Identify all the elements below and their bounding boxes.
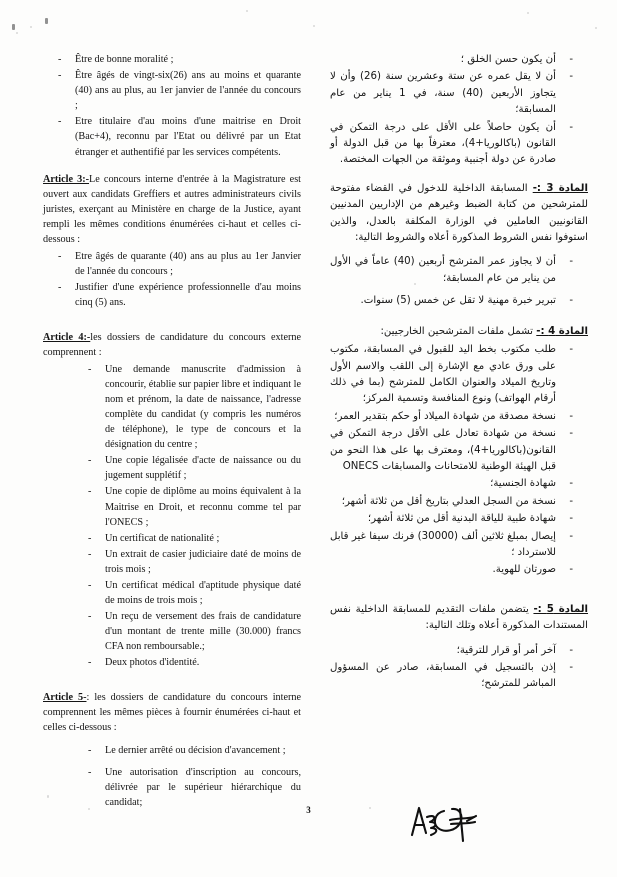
page-number: 3 bbox=[306, 805, 311, 815]
french-article-5-list bbox=[85, 743, 301, 810]
list-item: - Une demande manuscrite d'admission à concourir, établie sur papier libre et indiquant le nom et prénom, la date de naissance, l'adresse complète du candidat (y compris les numéros de téléphone), le type de concours et la désignation du centre ; bbox=[85, 362, 301, 453]
list-item: - أن يكون حاصلاً على الأقل على درجة التمكن في القانون (باكالوريا+4)، معترفاً بها من قبل الدولة أو صادرة عن دولة أجنبية وموثقة من الجهات المختصة. bbox=[330, 120, 576, 169]
french-article-3-list bbox=[55, 249, 301, 310]
list-item: - Une copie de diplôme au moins équivalent à la Maitrise en Droit, et reconnu comme tel par l'ONECS ; bbox=[85, 484, 301, 529]
article-5-paragraph bbox=[330, 602, 588, 635]
list-item: - Deux photos d'identité. bbox=[85, 655, 301, 670]
article-4-heading: المادة 4 :- bbox=[536, 325, 588, 337]
french-article-3 bbox=[43, 172, 301, 311]
list-item: - Un extrait de casier judiciaire daté de moins de trois mois ; bbox=[85, 547, 301, 577]
list-item: - Une copie légalisée d'acte de naissance ou du jugement supplétif ; bbox=[85, 453, 301, 483]
list-item: - طلب مكتوب بخط اليد للقبول في المسابقة، مكتوب على ورق عادي مع الإشارة إلى اللقب والاسم الأول وتاريخ الميلاد والعنوان الكامل للمترشح (بما في ذلك أرقام الهواتف) ونوع المنافسة وتسمية المركز؛ bbox=[330, 342, 576, 408]
list-item: - إذن بالتسجيل في المسابقة، صادر عن المسؤول المباشر للمترشح؛ bbox=[330, 660, 576, 693]
list-item: - أن لا يقل عمره عن ستة وعشرين سنة (26) وأن لا يتجاوز الأربعين (40) سنة، في 1 يناير من عام المسابقة؛ bbox=[330, 69, 576, 118]
arabic-article-3 bbox=[330, 181, 588, 310]
spacer bbox=[43, 319, 301, 330]
arabic-column bbox=[330, 52, 588, 701]
list-item: - نسخة من السجل العدلي بتاريخ أقل من ثلاثة أشهر؛ bbox=[330, 494, 576, 510]
list-item: - شهادة الجنسية؛ bbox=[330, 476, 576, 492]
article-3-body: Le concours interne d'entrée à la Magistrature est ouvert aux candidats Greffiers et autres administrateurs civils juristes, exerçant au Ministère en charge de la Justice, ayant rempli les mêmes conditions énumérées ci-haut et celles ci-dessous : bbox=[43, 173, 301, 246]
list-item: - Un certificat de nationalité ; bbox=[85, 531, 301, 546]
article-4-body: les dossiers de candidature du concours externe comprennent : bbox=[43, 331, 301, 358]
arabic-article-3-list bbox=[330, 254, 576, 309]
article-5-body: يتضمن ملفات التقديم للمسابقة الداخلية نفس المستندات المذكورة أعلاه وتلك التالية: bbox=[330, 603, 588, 632]
spacer bbox=[330, 587, 588, 602]
article-4-paragraph bbox=[330, 324, 588, 340]
article-5-paragraph bbox=[43, 690, 301, 735]
handwritten-signature bbox=[404, 795, 524, 855]
list-item: - Le dernier arrêté ou décision d'avancement ; bbox=[85, 743, 301, 758]
arabic-article-4 bbox=[330, 324, 588, 579]
french-intro-list bbox=[55, 52, 301, 160]
list-item: - إيصال بمبلغ ثلاثين ألف (30000) فرنك سيفا غير قابل للاسترداد ؛ bbox=[330, 529, 576, 562]
list-item: - Une autorisation d'inscription au concours, délivrée par le supérieur hiérarchique du candidat; bbox=[85, 765, 301, 810]
arabic-article-5 bbox=[330, 602, 588, 693]
article-3-heading: Article 3:- bbox=[43, 173, 90, 185]
list-item: - شهادة طبية للياقة البدنية أقل من ثلاثة أشهر؛ bbox=[330, 511, 576, 527]
list-item: - تبرير خبرة مهنية لا تقل عن خمس (5) سنوات. bbox=[330, 293, 576, 309]
list-item: - Etre âgés de quarante (40) ans au plus au 1er Janvier de l'année du concours ; bbox=[55, 249, 301, 279]
article-5-body: : les dossiers de candidature du concours interne comprennent les mêmes pièces à fournir énumérées ci-haut et celles ci-dessous : bbox=[43, 691, 301, 733]
spacer bbox=[330, 170, 588, 181]
arabic-intro-list bbox=[330, 52, 576, 169]
article-4-paragraph bbox=[43, 330, 301, 360]
list-item: - Être de bonne moralité ; bbox=[55, 52, 301, 67]
french-article-4-list bbox=[85, 362, 301, 671]
article-5-heading: Article 5- bbox=[43, 691, 87, 703]
french-article-5 bbox=[43, 690, 301, 811]
article-4-heading: Article 4:- bbox=[43, 331, 91, 343]
arabic-article-4-list bbox=[330, 342, 576, 579]
french-article-4 bbox=[43, 330, 301, 671]
list-item: - نسخة من شهادة تعادل على الأقل درجة التمكن في القانون(باكالوريا+4)، ومعترف بها على هذا النحو من قبل الهيئة الوطنية للامتحانات والمسابقات ONECS bbox=[330, 426, 576, 475]
article-5-heading: المادة 5 :- bbox=[533, 603, 589, 615]
list-item: - Justifier d'une expérience professionnelle d'au moins cinq (5) ans. bbox=[55, 280, 301, 310]
article-3-paragraph bbox=[330, 181, 588, 247]
list-item: - أن لا يجاوز عمر المترشح أربعين (40) عاماً في الأول من يناير من عام المسابقة؛ bbox=[330, 254, 576, 287]
list-item: - Etre titulaire d'au moins d'une maitrise en Droit (Bac+4), reconnu par l'Etat ou délivré par un Etat étranger et authentifié par les services compétents. bbox=[55, 114, 301, 159]
list-item: - Être âgés de vingt-six(26) ans au moins et quarante (40) ans au plus, au 1er janvier de l'année du concours ; bbox=[55, 68, 301, 113]
list-item: - Un reçu de versement des frais de candidature d'un montant de trente mille (30.000) francs CFA non remboursable.; bbox=[85, 609, 301, 654]
list-item: - أن يكون حسن الخلق ؛ bbox=[330, 52, 576, 68]
spacer bbox=[43, 161, 301, 172]
article-3-heading: المادة 3 :- bbox=[532, 182, 588, 194]
list-item: - آخر أمر أو قرار للترقية؛ bbox=[330, 643, 576, 659]
arabic-article-5-list bbox=[330, 643, 576, 693]
spacer bbox=[43, 679, 301, 690]
article-3-body: المسابقة الداخلية للدخول في القضاء مفتوحة للمترشحين من كتابة الضبط وغيرهم من الإداريين المدنيين القانونيين العاملين في الوزارة المكلفة بالعدل، والذين استوفوا نفس الشروط المذكورة أعلاه والشروط التالية: bbox=[330, 182, 588, 244]
list-item: - صورتان للهوية. bbox=[330, 562, 576, 578]
list-item: - Un certificat médical d'aptitude physique daté de moins de trois mois ; bbox=[85, 578, 301, 608]
article-4-body: تشمل ملفات المترشحين الخارجيين: bbox=[380, 325, 534, 337]
french-column bbox=[43, 52, 301, 818]
list-item: - نسخة مصدقة من شهادة الميلاد أو حكم بتقدير العمر؛ bbox=[330, 409, 576, 425]
article-3-paragraph bbox=[43, 172, 301, 247]
